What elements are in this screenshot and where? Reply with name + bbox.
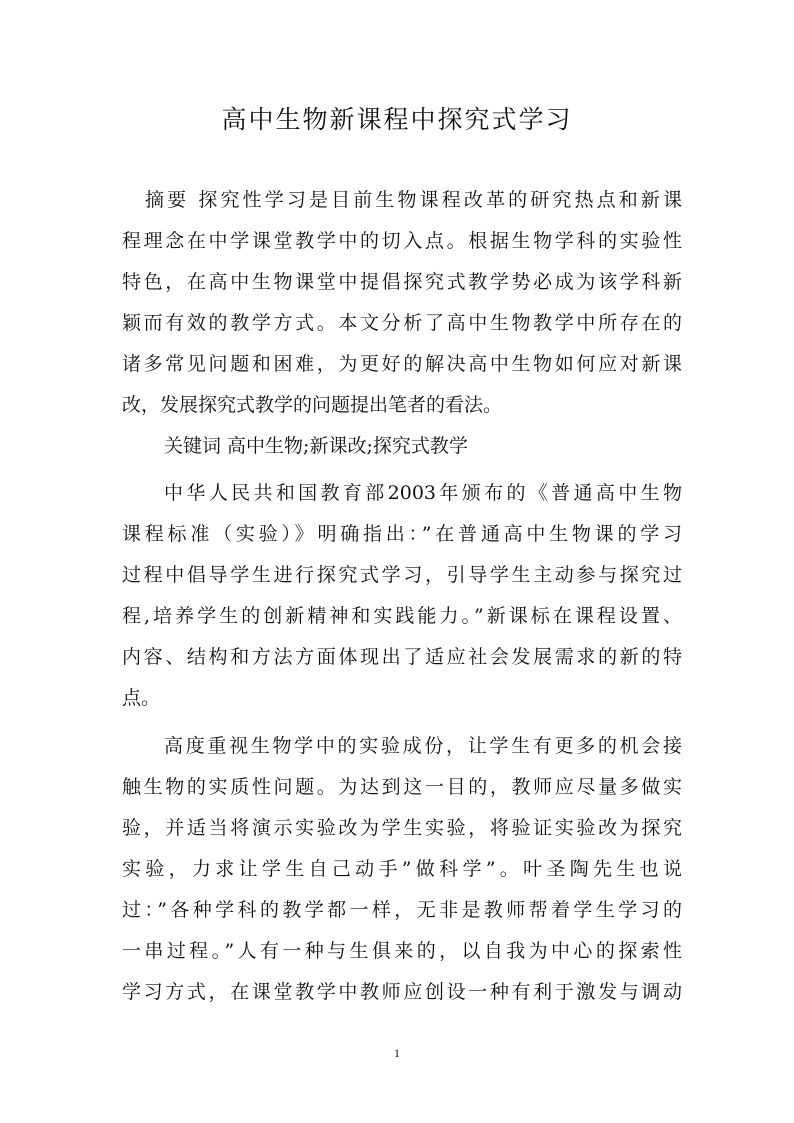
- paragraph-line: 点。: [122, 687, 161, 709]
- paragraph-line: 过：”各种学科的教学都一样，无非是教师帮着学生学习的: [122, 899, 682, 921]
- paragraph-line: 课程标准（实验）》明确指出：”在普通高中生物课的学习: [122, 523, 682, 545]
- abstract-line: 诸多常见问题和困难，为更好的解决高中生物如何应对新课: [122, 353, 682, 375]
- abstract-line: 改，发展探究式教学的问题提出笔者的看法。: [122, 394, 503, 416]
- document-title: 高中生物新课程中探究式学习: [221, 105, 573, 134]
- paragraph-line: 实验，力求让学生自己动手”做科学”。叶圣陶先生也说: [122, 858, 682, 880]
- abstract-line: 特色，在高中生物课堂中提倡探究式教学势必成为该学科新: [122, 271, 682, 293]
- paragraph-line: 程,培养学生的创新精神和实践能力。”新课标在课程设置、: [122, 605, 682, 627]
- abstract-line: 摘要 探究性学习是目前生物课程改革的研究热点和新课: [145, 189, 682, 211]
- paragraph-line: 高度重视生物学中的实验成份，让学生有更多的机会接: [164, 735, 682, 757]
- abstract-line: 颖而有效的教学方式。本文分析了高中生物教学中所存在的: [122, 312, 682, 334]
- paragraph-line: 内容、结构和方法方面体现出了适应社会发展需求的新的特: [122, 646, 682, 668]
- paragraph-line: 触生物的实质性问题。为达到这一目的，教师应尽量多做实: [122, 776, 682, 798]
- abstract-line: 程理念在中学课堂教学中的切入点。根据生物学科的实验性: [122, 230, 682, 252]
- paragraph-line: 中华人民共和国教育部2003年颁布的《普通高中生物: [164, 482, 682, 504]
- paragraph-line: 一串过程。”人有一种与生俱来的，以自我为中心的探索性: [122, 940, 682, 962]
- paragraph-line: 学习方式，在课堂教学中教师应创设一种有利于激发与调动: [122, 981, 682, 1003]
- paragraph-line: 验，并适当将演示实验改为学生实验，将验证实验改为探究: [122, 817, 682, 839]
- page-number: 1: [394, 1046, 400, 1060]
- keywords-line: 关键词 高中生物;新课改;探究式教学: [164, 435, 468, 457]
- paragraph-line: 过程中倡导学生进行探究式学习，引导学生主动参与探究过: [122, 564, 682, 586]
